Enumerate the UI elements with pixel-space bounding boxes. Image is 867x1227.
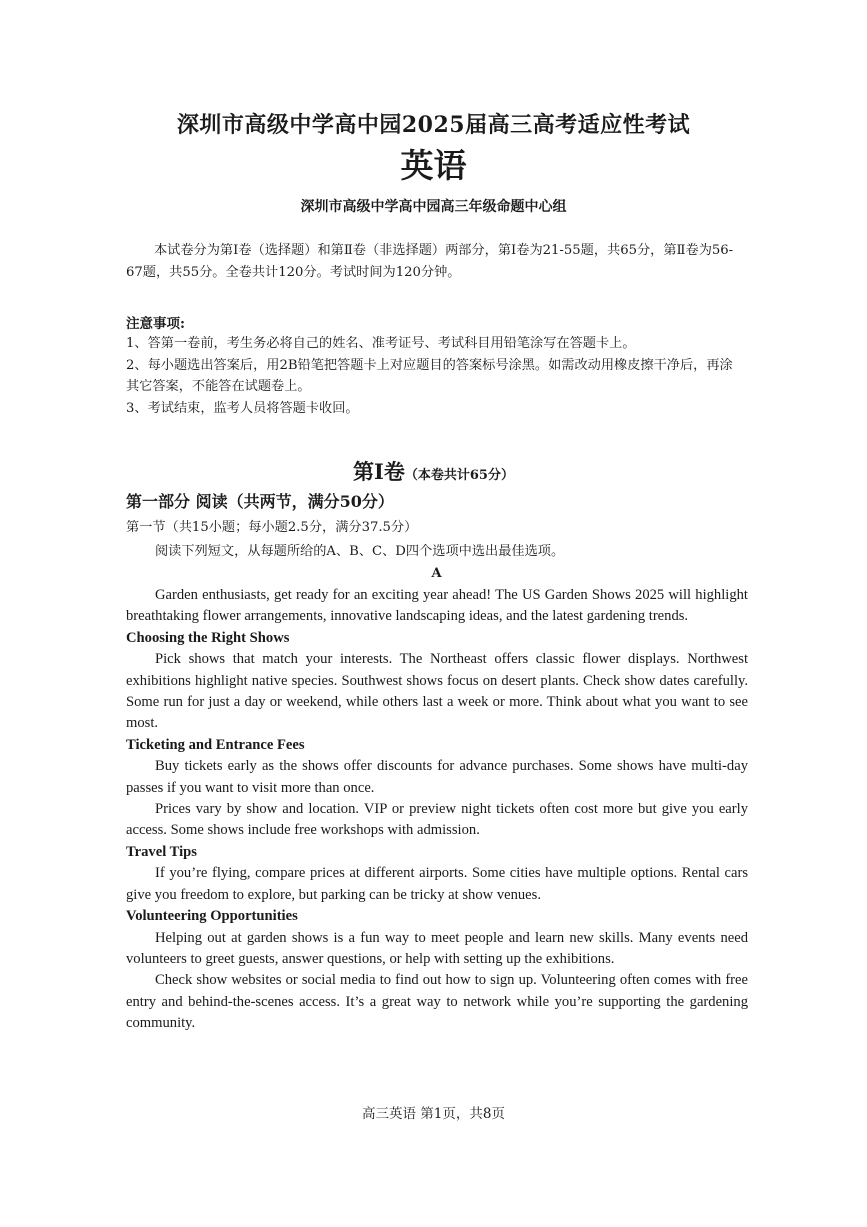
exam-intro: 本试卷分为第Ⅰ卷（选择题）和第Ⅱ卷（非选择题）两部分，第Ⅰ卷为21-55题，共65分，第Ⅱ卷为56-67题，共55分。全卷共计120分。考试时间为120分钟。 (126, 243, 734, 280)
section-heading: Travel Tips (126, 843, 197, 860)
subject-title: 英语 (400, 146, 467, 185)
section-heading: Choosing the Right Shows (126, 629, 290, 646)
section-heading: Ticketing and Entrance Fees (126, 736, 305, 753)
passage-paragraph: Helping out at garden shows is a fun way to meet people and learn new skills. Many events need volunteers to greet guests, answer questions, or help with setting up the exhibitions. (126, 929, 748, 967)
notice-list (126, 333, 744, 419)
passage-paragraph: Pick shows that match your interests. The Northeast offers classic flower displays. Northwest exhibitions highlight native species. Southwest shows focus on desert plants. Check show dates carefully. Some run for just a day or weekend, while others last a week or more. Think about what you want to see most. (126, 651, 748, 732)
notice-item: 1、答第一卷前，考生务必将自己的姓名、准考证号、考试科目用铅笔涂写在答题卡上。 (126, 336, 636, 351)
exam-title: 深圳市高级中学高中园2025届高三高考适应性考试 (176, 112, 691, 138)
passage-paragraph: Buy tickets early as the shows offer discounts for advance purchases. Some shows have multi-day passes if you want to visit more than once. (126, 758, 748, 796)
passage-intro: Garden enthusiasts, get ready for an exciting year ahead! The US Garden Shows 2025 will highlight breathtaking flower arrangements, innovative landscaping ideas, and the latest gardening trends. (126, 587, 748, 625)
passage-paragraph: Prices vary by show and location. VIP or preview night tickets often cost more but give you early access. Some shows include free workshops with admission. (126, 801, 748, 839)
notice-heading: 注意事项: (126, 316, 185, 332)
instruction: 阅读下列短文，从每题所给的A、B、C、D四个选项中选出最佳选项。 (155, 544, 565, 559)
passage-paragraph: Check show websites or social media to find out how to sign up. Volunteering often comes with free entry and behind-the-scenes access. It’s a great way to network while you’re supporting the gardening community. (126, 972, 748, 1032)
volume-note: （本卷共计65分） (404, 468, 514, 483)
notice-item: 3、考试结束，监考人员将答题卡收回。 (126, 400, 359, 416)
section-heading: Volunteering Opportunities (126, 908, 298, 925)
passage-a (126, 585, 748, 1035)
volume-label: 第Ⅰ卷 (353, 459, 405, 484)
passage-paragraph: If you’re flying, compare prices at different airports. Some cities have multiple options. Rental cars give you freedom to explore, but parking can be tricky at show venues. (126, 865, 748, 903)
author-line: 深圳市高级中学高中园高三年级命题中心组 (300, 199, 567, 215)
part-title: 第一部分 阅读（共两节，满分50分） (126, 492, 394, 511)
notice-item: 2、每小题选出答案后，用2B铅笔把答题卡上对应题目的答案标号涂黑。如需改动用橡皮擦干净后，再涂其它答案，不能答在试题卷上。 (126, 357, 733, 394)
section-title: 第一节（共15小题；每小题2.5分，满分37.5分） (126, 520, 418, 535)
page-footer: 高三英语 第1页，共8页 (362, 1106, 505, 1122)
passage-letter: A (431, 566, 442, 581)
volume-title (0, 456, 867, 486)
